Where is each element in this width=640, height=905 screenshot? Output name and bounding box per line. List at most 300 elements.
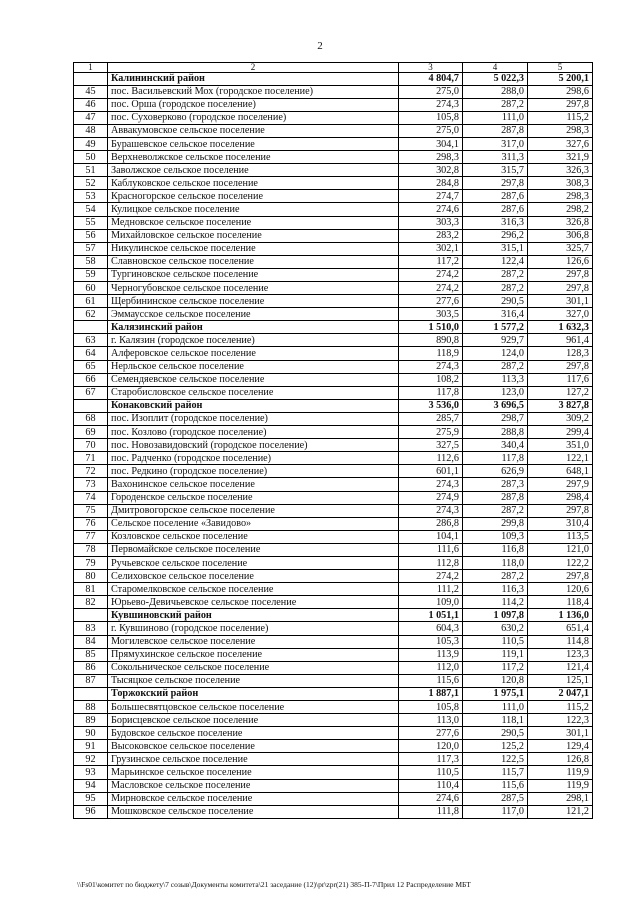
value-col-4: 113,3 (463, 373, 528, 386)
value-col-5: 127,2 (528, 386, 593, 399)
value-col-3: 105,3 (399, 635, 463, 648)
value-col-3: 111,6 (399, 543, 463, 556)
value-col-5: 321,9 (528, 151, 593, 164)
row-number: 90 (74, 727, 108, 740)
row-number: 60 (74, 282, 108, 295)
table-row (74, 334, 593, 347)
table-row (74, 504, 593, 517)
value-col-5: 119,9 (528, 779, 593, 792)
table-row (74, 111, 593, 124)
municipality-name: пос. Новозавидовский (городское поселение) (108, 439, 399, 452)
municipality-name: пос. Васильевский Мох (городское поселение) (108, 85, 399, 98)
value-col-3: 327,5 (399, 439, 463, 452)
table-row (74, 439, 593, 452)
table-row (74, 622, 593, 635)
value-col-3: 1 510,0 (399, 321, 463, 334)
row-number: 85 (74, 648, 108, 661)
row-number: 56 (74, 229, 108, 242)
municipality-name: Славновское сельское поселение (108, 255, 399, 268)
value-col-5: 1 632,3 (528, 321, 593, 334)
row-number: 79 (74, 556, 108, 569)
row-number: 64 (74, 347, 108, 360)
row-number: 92 (74, 753, 108, 766)
value-col-5: 648,1 (528, 465, 593, 478)
value-col-4: 117,2 (463, 661, 528, 674)
row-number (74, 609, 108, 622)
value-col-3: 890,8 (399, 334, 463, 347)
value-col-5: 297,8 (528, 282, 593, 295)
value-col-4: 287,2 (463, 360, 528, 373)
row-number: 83 (74, 622, 108, 635)
value-col-4: 120,8 (463, 674, 528, 687)
row-number: 57 (74, 242, 108, 255)
municipality-name: Торжокский район (108, 687, 399, 700)
value-col-4: 929,7 (463, 334, 528, 347)
value-col-5: 121,0 (528, 543, 593, 556)
row-number: 96 (74, 805, 108, 818)
value-col-3: 274,3 (399, 504, 463, 517)
municipality-name: Конаковский район (108, 399, 399, 412)
municipality-name: Селиховское сельское поселение (108, 570, 399, 583)
value-col-3: 274,2 (399, 268, 463, 281)
row-number: 69 (74, 426, 108, 439)
value-col-5: 297,8 (528, 570, 593, 583)
value-col-4: 1 975,1 (463, 687, 528, 700)
value-col-4: 117,0 (463, 805, 528, 818)
table-row (74, 151, 593, 164)
row-number: 61 (74, 295, 108, 308)
table-row (74, 203, 593, 216)
row-number: 50 (74, 151, 108, 164)
municipality-name: Кувшиновский район (108, 609, 399, 622)
value-col-3: 110,5 (399, 766, 463, 779)
value-col-4: 3 696,5 (463, 399, 528, 412)
value-col-3: 302,8 (399, 164, 463, 177)
municipality-name: Каблуковское сельское поселение (108, 177, 399, 190)
value-col-3: 275,9 (399, 426, 463, 439)
municipality-name: Большесвятцовское сельское поселение (108, 701, 399, 714)
value-col-3: 108,2 (399, 373, 463, 386)
municipality-name: Борисцевское сельское поселение (108, 714, 399, 727)
value-col-4: 287,6 (463, 190, 528, 203)
value-col-3: 118,9 (399, 347, 463, 360)
value-col-3: 275,0 (399, 85, 463, 98)
municipality-name: Мирновское сельское поселение (108, 792, 399, 805)
municipality-name: Тысяцкое сельское поселение (108, 674, 399, 687)
row-number: 52 (74, 177, 108, 190)
value-col-3: 104,1 (399, 530, 463, 543)
value-col-3: 1 051,1 (399, 609, 463, 622)
value-col-5: 122,1 (528, 452, 593, 465)
value-col-5: 327,0 (528, 308, 593, 321)
value-col-5: 298,3 (528, 190, 593, 203)
municipality-name: Кулицкое сельское поселение (108, 203, 399, 216)
value-col-4: 316,4 (463, 308, 528, 321)
value-col-5: 121,2 (528, 805, 593, 818)
value-col-3: 112,0 (399, 661, 463, 674)
value-col-4: 125,2 (463, 740, 528, 753)
table-row (74, 360, 593, 373)
municipality-name: Козловское сельское поселение (108, 530, 399, 543)
value-col-5: 298,3 (528, 124, 593, 137)
row-number (74, 687, 108, 700)
value-col-5: 325,7 (528, 242, 593, 255)
value-col-5: 128,3 (528, 347, 593, 360)
district-row (74, 399, 593, 412)
row-number: 48 (74, 124, 108, 137)
value-col-4: 287,2 (463, 268, 528, 281)
table-row (74, 85, 593, 98)
row-number: 66 (74, 373, 108, 386)
value-col-3: 274,2 (399, 282, 463, 295)
value-col-4: 118,0 (463, 556, 528, 569)
municipality-name: Эммаусское сельское поселение (108, 308, 399, 321)
value-col-5: 301,1 (528, 295, 593, 308)
value-col-4: 287,3 (463, 478, 528, 491)
table-row (74, 412, 593, 425)
value-col-4: 315,7 (463, 164, 528, 177)
value-col-5: 297,8 (528, 360, 593, 373)
municipality-name: Семендяевское сельское поселение (108, 373, 399, 386)
value-col-5: 297,8 (528, 504, 593, 517)
row-number: 49 (74, 137, 108, 150)
value-col-3: 274,3 (399, 98, 463, 111)
value-col-4: 122,5 (463, 753, 528, 766)
value-col-3: 112,8 (399, 556, 463, 569)
municipality-name: Сокольническое сельское поселение (108, 661, 399, 674)
row-number: 65 (74, 360, 108, 373)
value-col-3: 117,8 (399, 386, 463, 399)
header-col-1: 1 (74, 63, 108, 73)
header-col-5: 5 (528, 63, 593, 73)
value-col-3: 277,6 (399, 295, 463, 308)
table-row (74, 779, 593, 792)
row-number: 76 (74, 517, 108, 530)
table-row (74, 635, 593, 648)
table-row (74, 583, 593, 596)
value-col-4: 115,6 (463, 779, 528, 792)
row-number (74, 399, 108, 412)
row-number: 82 (74, 596, 108, 609)
row-number: 62 (74, 308, 108, 321)
row-number: 58 (74, 255, 108, 268)
value-col-3: 117,3 (399, 753, 463, 766)
table-row (74, 491, 593, 504)
municipality-name: Аввакумовское сельское поселение (108, 124, 399, 137)
value-col-5: 297,8 (528, 98, 593, 111)
table-row (74, 478, 593, 491)
value-col-3: 303,5 (399, 308, 463, 321)
municipality-name: Красногорское сельское поселение (108, 190, 399, 203)
value-col-5: 119,9 (528, 766, 593, 779)
value-col-4: 119,1 (463, 648, 528, 661)
value-col-5: 309,2 (528, 412, 593, 425)
table-row (74, 308, 593, 321)
value-col-3: 110,4 (399, 779, 463, 792)
table-row (74, 714, 593, 727)
table-row (74, 556, 593, 569)
header-col-2: 2 (108, 63, 399, 73)
municipality-name: Медновское сельское поселение (108, 216, 399, 229)
value-col-5: 3 827,8 (528, 399, 593, 412)
row-number: 95 (74, 792, 108, 805)
value-col-3: 274,9 (399, 491, 463, 504)
value-col-5: 115,2 (528, 701, 593, 714)
row-number: 63 (74, 334, 108, 347)
municipality-name: Старомелковское сельское поселение (108, 583, 399, 596)
table-row (74, 740, 593, 753)
value-col-5: 113,5 (528, 530, 593, 543)
value-col-5: 122,3 (528, 714, 593, 727)
row-number: 80 (74, 570, 108, 583)
row-number: 74 (74, 491, 108, 504)
municipality-name: Юрьево-Девичьевское сельское поселение (108, 596, 399, 609)
row-number: 54 (74, 203, 108, 216)
page-number: 2 (317, 40, 323, 52)
table-row (74, 229, 593, 242)
value-col-4: 1 577,2 (463, 321, 528, 334)
table-row (74, 543, 593, 556)
value-col-4: 288,8 (463, 426, 528, 439)
municipality-name: Марьинское сельское поселение (108, 766, 399, 779)
municipality-name: Будовское сельское поселение (108, 727, 399, 740)
value-col-3: 302,1 (399, 242, 463, 255)
value-col-5: 326,8 (528, 216, 593, 229)
row-number: 71 (74, 452, 108, 465)
value-col-4: 297,8 (463, 177, 528, 190)
table-row (74, 530, 593, 543)
value-col-5: 326,3 (528, 164, 593, 177)
value-col-5: 961,4 (528, 334, 593, 347)
value-col-4: 340,4 (463, 439, 528, 452)
municipality-name: Бурашевское сельское поселение (108, 137, 399, 150)
value-col-3: 284,8 (399, 177, 463, 190)
file-path-footer: \\Fs01\комитет по бюджету\7 созыв\Документы комитета\21 заседание (12)\pr\zpr(21) 385-П-7\Прил 12 Распределение МБТ (77, 880, 471, 889)
value-col-4: 124,0 (463, 347, 528, 360)
municipality-name: Грузинское сельское поселение (108, 753, 399, 766)
row-number: 55 (74, 216, 108, 229)
municipality-name: Прямухинское сельское поселение (108, 648, 399, 661)
value-col-5: 299,4 (528, 426, 593, 439)
row-number: 84 (74, 635, 108, 648)
table-row (74, 137, 593, 150)
row-number: 68 (74, 412, 108, 425)
municipality-name: Высоковское сельское поселение (108, 740, 399, 753)
value-col-3: 111,2 (399, 583, 463, 596)
value-col-5: 126,6 (528, 255, 593, 268)
municipality-name: пос. Радченко (городское поселение) (108, 452, 399, 465)
row-number (74, 72, 108, 85)
value-col-3: 285,7 (399, 412, 463, 425)
table-row (74, 753, 593, 766)
value-col-5: 298,1 (528, 792, 593, 805)
row-number: 73 (74, 478, 108, 491)
table-row (74, 295, 593, 308)
row-number: 72 (74, 465, 108, 478)
value-col-3: 274,3 (399, 478, 463, 491)
value-col-5: 121,4 (528, 661, 593, 674)
value-col-5: 651,4 (528, 622, 593, 635)
row-number: 93 (74, 766, 108, 779)
header-col-3: 3 (399, 63, 463, 73)
municipality-name: Никулинское сельское поселение (108, 242, 399, 255)
district-row (74, 609, 593, 622)
table-row (74, 255, 593, 268)
table-row (74, 426, 593, 439)
municipality-name: Заволжское сельское поселение (108, 164, 399, 177)
value-col-3: 274,2 (399, 570, 463, 583)
district-row (74, 687, 593, 700)
value-col-4: 116,3 (463, 583, 528, 596)
value-col-4: 122,4 (463, 255, 528, 268)
value-col-4: 298,7 (463, 412, 528, 425)
row-number: 70 (74, 439, 108, 452)
value-col-3: 109,0 (399, 596, 463, 609)
value-col-5: 301,1 (528, 727, 593, 740)
municipality-name: Городенское сельское поселение (108, 491, 399, 504)
table-row (74, 648, 593, 661)
municipality-name: Могилевское сельское поселение (108, 635, 399, 648)
table-row (74, 190, 593, 203)
value-col-3: 4 804,7 (399, 72, 463, 85)
value-col-5: 118,4 (528, 596, 593, 609)
value-col-4: 296,2 (463, 229, 528, 242)
value-col-3: 274,6 (399, 792, 463, 805)
row-number: 47 (74, 111, 108, 124)
municipality-name: Масловское сельское поселение (108, 779, 399, 792)
table-row (74, 98, 593, 111)
value-col-3: 277,6 (399, 727, 463, 740)
municipality-name: Калязинский район (108, 321, 399, 334)
value-col-3: 274,7 (399, 190, 463, 203)
value-col-5: 2 047,1 (528, 687, 593, 700)
municipality-name: Старобисловское сельское поселение (108, 386, 399, 399)
municipality-name: Щербининское сельское поселение (108, 295, 399, 308)
row-number: 51 (74, 164, 108, 177)
municipality-name: Сельское поселение «Завидово» (108, 517, 399, 530)
row-number: 67 (74, 386, 108, 399)
value-col-5: 5 200,1 (528, 72, 593, 85)
table-row (74, 124, 593, 137)
row-number: 91 (74, 740, 108, 753)
value-col-5: 297,8 (528, 268, 593, 281)
table-row (74, 452, 593, 465)
municipality-name: пос. Редкино (городское поселение) (108, 465, 399, 478)
value-col-3: 1 887,1 (399, 687, 463, 700)
value-col-5: 120,6 (528, 583, 593, 596)
table-row (74, 701, 593, 714)
value-col-3: 286,8 (399, 517, 463, 530)
value-col-3: 3 536,0 (399, 399, 463, 412)
value-col-5: 351,0 (528, 439, 593, 452)
row-number: 89 (74, 714, 108, 727)
municipality-name: г. Кувшиново (городское поселение) (108, 622, 399, 635)
value-col-5: 117,6 (528, 373, 593, 386)
municipality-name: пос. Изоплит (городское поселение) (108, 412, 399, 425)
value-col-3: 120,0 (399, 740, 463, 753)
value-col-3: 275,0 (399, 124, 463, 137)
value-col-4: 290,5 (463, 295, 528, 308)
municipality-name: пос. Козлово (городское поселение) (108, 426, 399, 439)
table-row (74, 177, 593, 190)
table-row (74, 805, 593, 818)
value-col-4: 1 097,8 (463, 609, 528, 622)
municipality-name: Алферовское сельское поселение (108, 347, 399, 360)
value-col-3: 117,2 (399, 255, 463, 268)
value-col-5: 129,4 (528, 740, 593, 753)
value-col-5: 310,4 (528, 517, 593, 530)
municipality-name: Дмитровогорское сельское поселение (108, 504, 399, 517)
value-col-4: 630,2 (463, 622, 528, 635)
value-col-3: 105,8 (399, 701, 463, 714)
table-row (74, 268, 593, 281)
value-col-5: 298,2 (528, 203, 593, 216)
value-col-3: 113,9 (399, 648, 463, 661)
value-col-5: 123,3 (528, 648, 593, 661)
row-number: 86 (74, 661, 108, 674)
municipality-name: Черногубовское сельское поселение (108, 282, 399, 295)
row-number: 75 (74, 504, 108, 517)
value-col-4: 317,0 (463, 137, 528, 150)
value-col-5: 122,2 (528, 556, 593, 569)
value-col-3: 115,6 (399, 674, 463, 687)
value-col-4: 5 022,3 (463, 72, 528, 85)
value-col-4: 290,5 (463, 727, 528, 740)
value-col-5: 308,3 (528, 177, 593, 190)
value-col-4: 299,8 (463, 517, 528, 530)
row-number: 77 (74, 530, 108, 543)
value-col-4: 626,9 (463, 465, 528, 478)
municipality-name: Мошковское сельское поселение (108, 805, 399, 818)
municipality-name: Тургиновское сельское поселение (108, 268, 399, 281)
value-col-3: 604,3 (399, 622, 463, 635)
municipality-name: Ручьевское сельское поселение (108, 556, 399, 569)
value-col-5: 115,2 (528, 111, 593, 124)
value-col-4: 287,2 (463, 504, 528, 517)
row-number: 59 (74, 268, 108, 281)
municipality-name: г. Калязин (городское поселение) (108, 334, 399, 347)
row-number: 81 (74, 583, 108, 596)
value-col-4: 118,1 (463, 714, 528, 727)
row-number: 94 (74, 779, 108, 792)
value-col-4: 116,8 (463, 543, 528, 556)
value-col-5: 125,1 (528, 674, 593, 687)
municipality-name: Верхневолжское сельское поселение (108, 151, 399, 164)
value-col-4: 111,0 (463, 111, 528, 124)
value-col-4: 109,3 (463, 530, 528, 543)
table-row (74, 661, 593, 674)
row-number: 46 (74, 98, 108, 111)
value-col-5: 306,8 (528, 229, 593, 242)
row-number: 45 (74, 85, 108, 98)
value-col-3: 298,3 (399, 151, 463, 164)
table-row (74, 242, 593, 255)
value-col-5: 297,9 (528, 478, 593, 491)
value-col-4: 288,0 (463, 85, 528, 98)
table-row (74, 792, 593, 805)
table-row (74, 465, 593, 478)
row-number: 87 (74, 674, 108, 687)
municipality-name: пос. Орша (городское поселение) (108, 98, 399, 111)
value-col-3: 112,6 (399, 452, 463, 465)
value-col-4: 117,8 (463, 452, 528, 465)
table-row (74, 570, 593, 583)
district-row (74, 72, 593, 85)
value-col-4: 287,2 (463, 98, 528, 111)
value-col-3: 303,3 (399, 216, 463, 229)
value-col-5: 114,8 (528, 635, 593, 648)
value-col-5: 298,6 (528, 85, 593, 98)
